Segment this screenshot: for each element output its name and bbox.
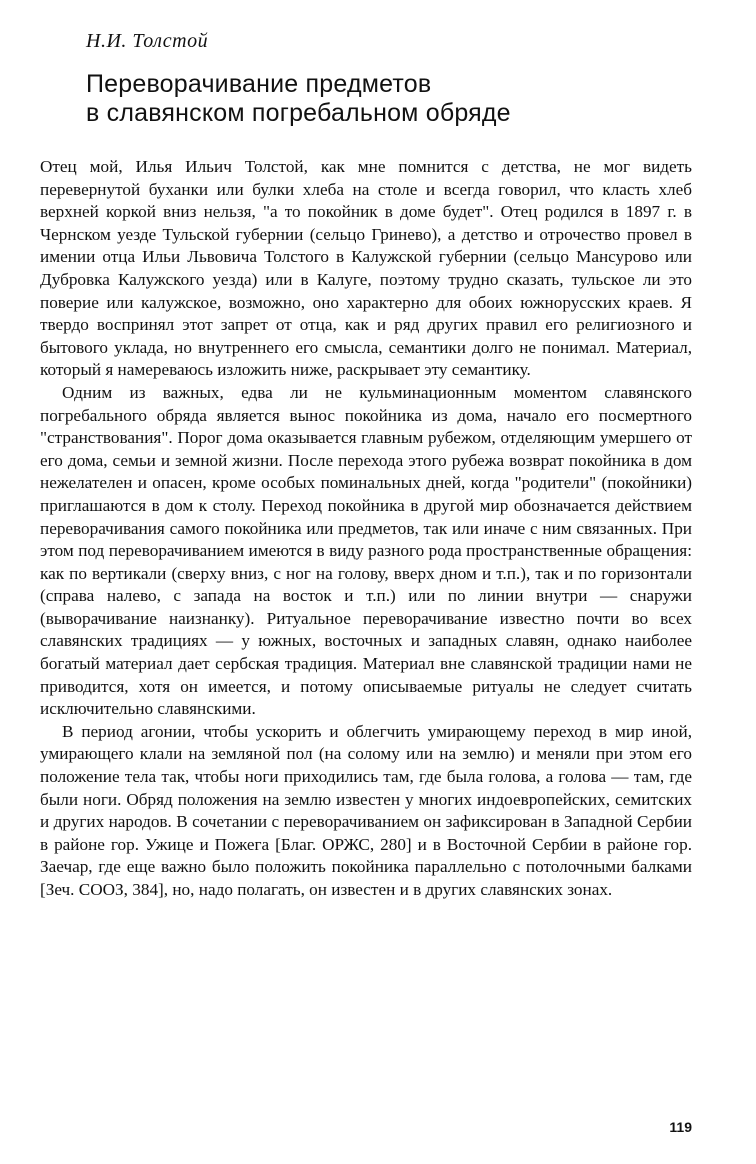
- title-line-1: Переворачивание предметов: [86, 70, 432, 98]
- author-name: Н.И. Толстой: [86, 30, 209, 52]
- paragraph-3: В период агонии, чтобы ускорить и облегчить умирающему переход в мир иной, умирающего клали на земляной пол (на солому или на землю) и меняли при этом его положение тела так, чтобы ноги приходились там, где была голова, а голова — там, где были ноги. Обряд положения на землю известен у многих индоевропейских, семитских и других народов. В сочетании с переворачиванием он зафиксирован в Западной Сербии в районе гор. Ужице и Пожега [Благ. ОРЖС, 280] и в Восточной Сербии в районе гор. Заечар, где еще важно было положить покойника параллельно с потолочными балками [Зеч. СООЗ, 384], но, надо полагать, он известен и в других славянских зонах.: [40, 721, 692, 899]
- page-number: 119: [669, 1119, 692, 1135]
- paragraph-2: Одним из важных, едва ли не кульминационным моментом славянского погребального обряда является вынос покойника из дома, начало его посмертного "странствования". Порог дома оказывается главным рубежом, отделяющим умершего от его дома, семьи и земной жизни. После перехода этого рубежа возврат покойника в дом нежелателен и опасен, кроме особых поминальных дней, когда "родители" (покойники) приглашаются в дом к столу. Переход покойника в другой мир обозначается действием переворачивания самого покойника или предметов, так или иначе с ним связанных. При этом под переворачиванием имеются в виду разного рода пространственные обращения: как по вертикали (сверху вниз, с ног на голову, вверх дном и т.п.), так и по горизонтали (справа налево, с запада на восток и т.п.) или по линии внутри — снаружи (выворачивание наизнанку). Ритуальное переворачивание известно почти во всех славянских традициях — у южных, восточных и западных славян, однако наиболее богатый материал дает сербская традиция. Материал вне славянской традиции нами не приводится, хотя он имеется, и потому описываемые ритуалы не следует считать исключительно славянскими.: [40, 382, 692, 719]
- article-body: [40, 156, 692, 902]
- title-line-2: в славянском погребальном обряде: [86, 99, 511, 127]
- article-title: [86, 70, 706, 128]
- paragraph-1: Отец мой, Илья Ильич Толстой, как мне помнится с детства, не мог видеть перевернутой буханки или булки хлеба на столе и всегда говорил, что класть хлеб верхней коркой вниз нельзя, "а то покойник в доме будет". Отец родился в 1897 г. в Чернском уезде Тульской губернии (сельцо Гринево), а детство и отрочество провел в имении отца Ильи Львовича Толстого в Калужской губернии (сельцо Мансурово или Дубровка Калужского уезда) или в Калуге, поэтому трудно сказать, тульское ли это поверие или калужское, возможно, оно характерно для обоих южнорусских краев. Я твердо воспринял этот запрет от отца, как и ряд других правил его религиозного и бытового уклада, но внутреннего его смысла, семантики долго не понимал. Материал, который я намереваюсь изложить ниже, раскрывает эту семантику.: [40, 157, 692, 380]
